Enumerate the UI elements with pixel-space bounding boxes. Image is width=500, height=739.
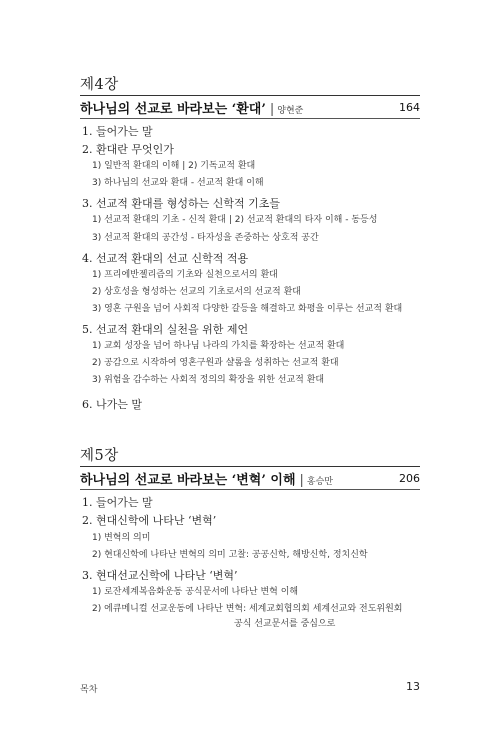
ch4-sub-3-1[interactable]: 1) 선교적 환대의 기초 - 신적 환대 | 2) 선교적 환대의 타자 이해 - 동등성 xyxy=(92,215,378,225)
ch4-sub-3-2[interactable]: 3) 선교적 환대의 공간성 - 타자성을 존중하는 상호적 공간 xyxy=(92,233,319,243)
ch5-sub-2-2[interactable]: 2) 현대신학에 나타난 변혁의 의미 고찰: 공공신학, 해방신학, 정치신학 xyxy=(92,550,368,560)
chapter-5-label: 제5장 xyxy=(80,448,119,464)
ch5-section-3[interactable]: 3. 현대선교신학에 나타난 ‘변혁’ xyxy=(82,569,238,582)
ch5-section-1[interactable]: 1. 들어가는 말 xyxy=(82,496,153,509)
chapter-5-title[interactable]: 하나님의 선교로 바라보는 ‘변혁’ 이해 xyxy=(80,472,296,488)
ch5-sub-3-2[interactable]: 2) 에큐메니컬 선교운동에 나타난 변혁: 세계교회협의회 세계선교와 전도위원회 xyxy=(92,604,403,614)
ch5-section-2[interactable]: 2. 현대신학에 나타난 ‘변혁’ xyxy=(82,514,217,527)
footer-running-head: 목차 xyxy=(80,685,98,695)
ch4-section-6[interactable]: 6. 나가는 말 xyxy=(82,398,142,411)
ch4-sub-5-3[interactable]: 3) 위험을 감수하는 사회적 정의의 확장을 위한 선교적 환대 xyxy=(92,375,325,385)
ch5-sub-3-1[interactable]: 1) 로잔세계복음화운동 공식문서에 나타난 변혁 이해 xyxy=(92,587,299,597)
ch4-section-5[interactable]: 5. 선교적 환대의 실천을 위한 제언 xyxy=(82,323,249,336)
ch4-section-4[interactable]: 4. 선교적 환대의 선교 신학적 적용 xyxy=(82,252,249,265)
ch4-sub-4-2[interactable]: 2) 상호성을 형성하는 선교의 기초로서의 선교적 환대 xyxy=(92,287,301,297)
chapter-4-author: 양현준 xyxy=(277,105,304,116)
chapter-4-label: 제4장 xyxy=(80,77,119,93)
chapter-4-title-row xyxy=(80,98,303,117)
ch4-section-2[interactable]: 2. 환대란 무엇인가 xyxy=(82,143,174,156)
ch5-sub-2-1[interactable]: 1) 변혁의 의미 xyxy=(92,533,151,543)
chapter-4-title[interactable]: 하나님의 선교로 바라보는 ‘환대’ xyxy=(80,101,266,117)
ch4-sub-2-2[interactable]: 3) 하나님의 선교와 환대 - 선교적 환대 이해 xyxy=(92,178,264,188)
ch4-section-1[interactable]: 1. 들어가는 말 xyxy=(82,125,153,138)
footer-page-number: 13 xyxy=(406,680,420,693)
chapter-4-separator: | xyxy=(269,101,275,117)
ch4-sub-5-1[interactable]: 1) 교회 성장을 넘어 하나님 나라의 가치를 확장하는 선교적 환대 xyxy=(92,341,345,351)
ch4-section-3[interactable]: 3. 선교적 환대를 형성하는 신학적 기초들 xyxy=(82,197,280,210)
ch4-sub-4-1[interactable]: 1) 프리에반젤리즘의 기초와 실천으로서의 환대 xyxy=(92,270,278,280)
chapter-5-author: 홍승만 xyxy=(306,476,334,487)
chapter-4-page-number: 164 xyxy=(399,100,420,114)
chapter-4-header xyxy=(80,95,420,119)
chapter-5-title-row xyxy=(80,469,333,488)
chapter-5-separator: | xyxy=(299,472,304,488)
chapter-5-header xyxy=(80,466,420,490)
ch5-sub-3-2-continued[interactable]: 공식 선교문서를 중심으로 xyxy=(234,619,336,629)
ch4-sub-4-3[interactable]: 3) 영혼 구원을 넘어 사회적 다양한 갈등을 해결하고 화평을 이루는 선교적 환대 xyxy=(92,304,403,314)
ch4-sub-2-1[interactable]: 1) 일반적 환대의 이해 | 2) 기독교적 환대 xyxy=(92,161,256,171)
chapter-5-page-number: 206 xyxy=(399,471,420,485)
ch4-sub-5-2[interactable]: 2) 공감으로 시작하여 영혼구원과 샬롬을 성취하는 선교적 환대 xyxy=(92,358,339,368)
